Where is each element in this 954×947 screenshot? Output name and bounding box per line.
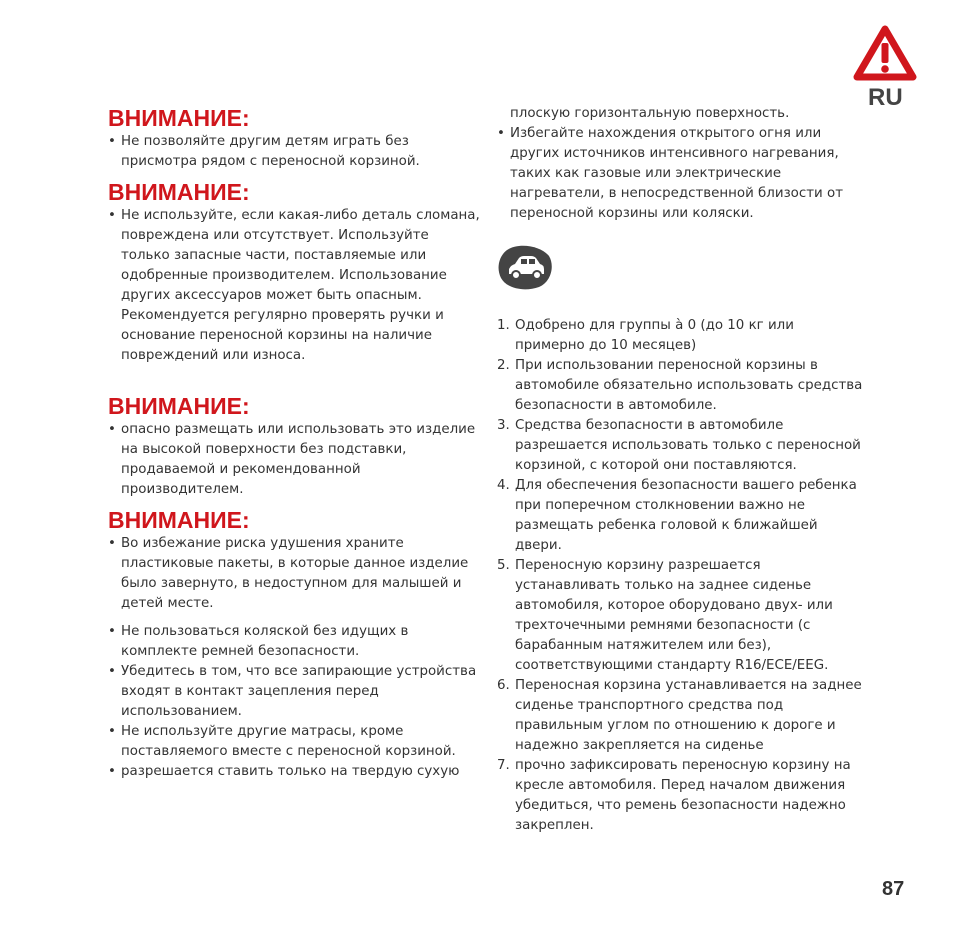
list-item: • Не пользоваться коляской без идущих в комплекте ремней безопасности. xyxy=(108,622,480,662)
list-item: 7. прочно зафиксировать переносную корзину на кресле автомобиля. Перед началом движения убедиться, что ремень безопасности надежно закреплен. xyxy=(497,758,851,833)
list-item: • Не позволяйте другим детям играть без присмотра рядом с переносной корзиной. xyxy=(108,132,480,172)
list-item: • Во избежание риска удушения храните пластиковые пакеты, в которые данное изделие было завернуто, в недоступном для малышей и детей месте. xyxy=(108,534,480,614)
list-item: 1. Одобрено для группы à 0 (до 10 кг или примерно до 10 месяцев) xyxy=(497,318,794,353)
list-item: 4. Для обеспечения безопасности вашего ребенка при поперечном столкновении важно не размещать ребенка головой к ближайшей двери. xyxy=(497,478,857,553)
car-instructions-list xyxy=(497,316,867,836)
warning-triangle-icon xyxy=(853,24,917,82)
warning-heading: ВНИМАНИЕ: xyxy=(108,179,250,205)
warning-section-1 xyxy=(108,104,480,172)
list-item: • Не используйте другие матрасы, кроме поставляемого вместе с переносной корзиной. xyxy=(108,722,480,762)
continued-text: плоскую горизонтальную поверхность. xyxy=(510,106,790,121)
car-icon xyxy=(497,244,553,290)
right-column xyxy=(497,104,867,836)
page-number: 87 xyxy=(882,878,905,900)
list-item: 5. Переносную корзину разрешается устанавливать только на заднее сиденье автомобиля, которое оборудовано двух- или трехточечными ремнями безопасности (с барабанным натяжителем или без), соответствующими стандарту R16/ECE/EEG. xyxy=(497,558,833,673)
list-item: • Избегайте нахождения открытого огня или других источников интенсивного нагревания, таких как газовые или электрические нагреватели, в непосредственной близости от переносной корзины или коляски. xyxy=(497,124,867,224)
warning-section-3 xyxy=(108,392,480,500)
list-item: • Убедитесь в том, что все запирающие устройства входят в контакт зацепления перед использованием. xyxy=(108,662,480,722)
list-item: • разрешается ставить только на твердую сухую xyxy=(108,762,480,782)
list-item: 2. При использовании переносной корзины в автомобиле обязательно использовать средства безопасности в автомобиле. xyxy=(497,358,863,413)
warning-heading: ВНИМАНИЕ: xyxy=(108,507,250,533)
language-code: RU xyxy=(868,84,903,111)
list-item: 6. Переносная корзина устанавливается на заднее сиденье транспортного средства под правильным углом по отношению к дороге и надежно закрепляется на сиденье xyxy=(497,678,862,753)
list-item: • Не используйте, если какая-либо деталь сломана, повреждена или отсутствует. Используйте только запасные части, поставляемые или одобренные производителем. Использование других аксессуаров может быть опасным. Рекомендуется регулярно проверять ручки и основание переносной корзины на наличие повреждений или износа. xyxy=(108,206,480,366)
left-column xyxy=(108,104,480,782)
warning-section-2 xyxy=(108,178,480,366)
warning-heading: ВНИМАНИЕ: xyxy=(108,105,250,131)
list-item: • опасно размещать или использовать это изделие на высокой поверхности без подставки, продаваемой и рекомендованной производителем. xyxy=(108,420,480,500)
warning-section-4 xyxy=(108,506,480,782)
list-item: 3. Средства безопасности в автомобиле разрешается использовать только с переносной корзиной, с которой они поставляются. xyxy=(497,418,861,473)
warning-heading: ВНИМАНИЕ: xyxy=(108,393,250,419)
